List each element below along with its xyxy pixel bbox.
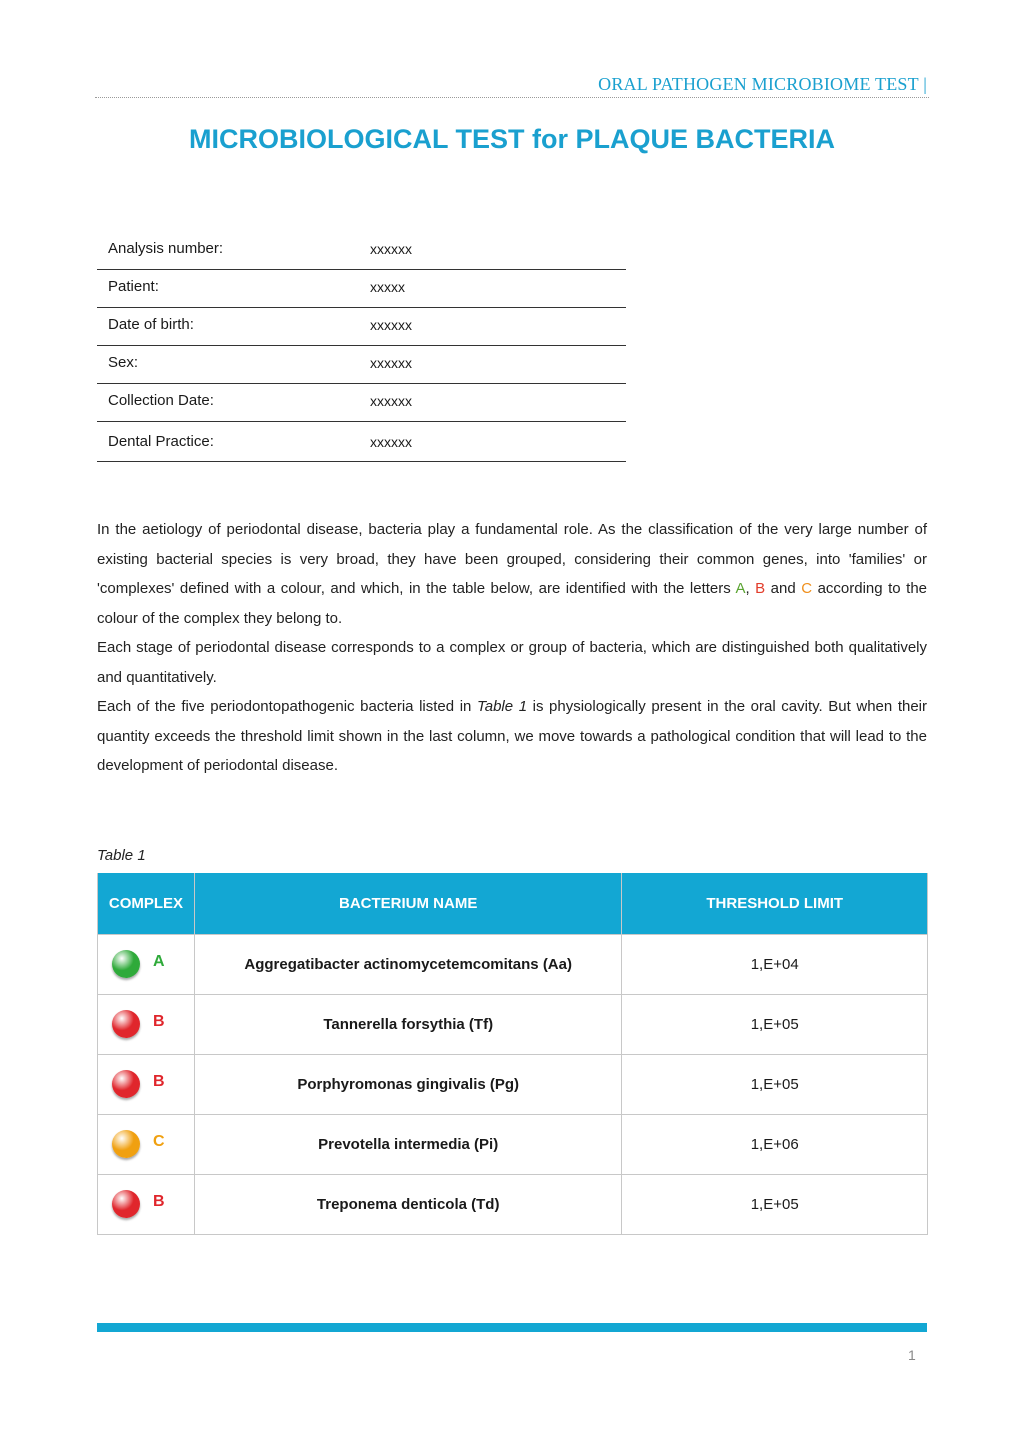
header-label: ORAL PATHOGEN MICROBIOME TEST | bbox=[598, 74, 927, 94]
info-label: Analysis number: bbox=[108, 240, 224, 257]
info-row-sex bbox=[97, 346, 626, 384]
complex-cell bbox=[98, 935, 195, 995]
table-reference: Table 1 bbox=[476, 698, 528, 715]
green-ball-icon bbox=[112, 950, 140, 978]
threshold-limit: 1,E+05 bbox=[622, 995, 928, 1055]
info-value: xxxxxx bbox=[370, 434, 412, 450]
threshold-limit: 1,E+04 bbox=[622, 935, 928, 995]
table-header-row bbox=[98, 873, 928, 935]
info-label: Collection Date: bbox=[108, 392, 214, 409]
intro-text-span: Each of the five periodontopathogenic bacteria listed in bbox=[97, 698, 477, 715]
bacterium-name: Prevotella intermedia (Pi) bbox=[194, 1115, 621, 1175]
table-row bbox=[98, 995, 928, 1055]
bacteria-table bbox=[97, 873, 928, 1235]
info-row-collection-date bbox=[97, 384, 626, 422]
intro-text-span: and bbox=[765, 580, 802, 597]
red-ball-icon bbox=[112, 1190, 140, 1218]
table-caption: Table 1 bbox=[97, 847, 146, 864]
complex-a-letter: A bbox=[735, 580, 746, 597]
column-header-complex: COMPLEX bbox=[98, 873, 195, 935]
complex-cell bbox=[98, 1115, 195, 1175]
header-divider bbox=[95, 97, 929, 98]
complex-b-letter: B bbox=[755, 580, 766, 597]
complex-letter: A bbox=[153, 953, 165, 970]
complex-letter: B bbox=[153, 1013, 165, 1030]
bacterium-name: Treponema denticola (Td) bbox=[194, 1175, 621, 1235]
info-row-analysis-number bbox=[97, 232, 626, 270]
intro-paragraph-1 bbox=[97, 515, 927, 633]
intro-paragraph-2: Each stage of periodontal disease corresponds to a complex or group of bacteria, which are distinguished both qualitatively and quantitatively. bbox=[97, 639, 927, 686]
intro-text-span: according to the colour of the complex they belong to. bbox=[97, 580, 927, 627]
page-number: 1 bbox=[908, 1347, 916, 1363]
complex-cell bbox=[98, 1175, 195, 1235]
red-ball-icon bbox=[112, 1070, 140, 1098]
intro-paragraph-3 bbox=[97, 692, 927, 781]
bacterium-name: Porphyromonas gingivalis (Pg) bbox=[194, 1055, 621, 1115]
complex-letter: C bbox=[153, 1133, 165, 1150]
threshold-limit: 1,E+05 bbox=[622, 1055, 928, 1115]
info-label: Date of birth: bbox=[108, 316, 194, 333]
info-row-dental-practice bbox=[97, 422, 626, 462]
intro-text-span: , bbox=[745, 580, 756, 597]
complex-letter: B bbox=[153, 1073, 165, 1090]
info-value: xxxxxx bbox=[370, 393, 412, 409]
info-label: Patient: bbox=[108, 278, 159, 295]
complex-cell bbox=[98, 1055, 195, 1115]
complex-cell bbox=[98, 995, 195, 1055]
info-label: Sex: bbox=[108, 354, 139, 371]
orange-ball-icon bbox=[112, 1130, 140, 1158]
info-value: xxxxx bbox=[370, 279, 405, 295]
table-row bbox=[98, 1055, 928, 1115]
red-ball-icon bbox=[112, 1010, 140, 1038]
info-row-date-of-birth bbox=[97, 308, 626, 346]
intro-text-span: is physiologically present in the oral cavity. But when their quantity exceeds the threshold limit shown in the last column, we move towards a pathological condition that will lead to the development of periodontal disease. bbox=[97, 698, 927, 774]
bacterium-name: Aggregatibacter actinomycetemcomitans (Aa) bbox=[194, 935, 621, 995]
intro-text-span: In the aetiology of periodontal disease, bacteria play a fundamental role. As the classification of the very large number of existing bacterial species is very broad, they have been grouped, considering their common genes, into 'families' or 'complexes' defined with a colour, and which, in the table below, are identified with the letters bbox=[97, 521, 927, 597]
info-value: xxxxxx bbox=[370, 241, 412, 257]
threshold-limit: 1,E+06 bbox=[622, 1115, 928, 1175]
intro-text bbox=[97, 515, 927, 781]
column-header-threshold-limit: THRESHOLD LIMIT bbox=[622, 873, 928, 935]
info-value: xxxxxx bbox=[370, 317, 412, 333]
complex-c-letter: C bbox=[801, 580, 813, 597]
page-title: MICROBIOLOGICAL TEST for PLAQUE BACTERIA bbox=[189, 124, 835, 154]
patient-info-table bbox=[97, 232, 626, 462]
info-label: Dental Practice: bbox=[108, 433, 214, 450]
info-value: xxxxxx bbox=[370, 355, 412, 371]
table-row bbox=[98, 1175, 928, 1235]
complex-letter: B bbox=[153, 1193, 165, 1210]
table-row bbox=[98, 1115, 928, 1175]
info-row-patient bbox=[97, 270, 626, 308]
threshold-limit: 1,E+05 bbox=[622, 1175, 928, 1235]
bacterium-name: Tannerella forsythia (Tf) bbox=[194, 995, 621, 1055]
table-row bbox=[98, 935, 928, 995]
column-header-bacterium-name: BACTERIUM NAME bbox=[194, 873, 621, 935]
footer-bar bbox=[97, 1323, 927, 1332]
